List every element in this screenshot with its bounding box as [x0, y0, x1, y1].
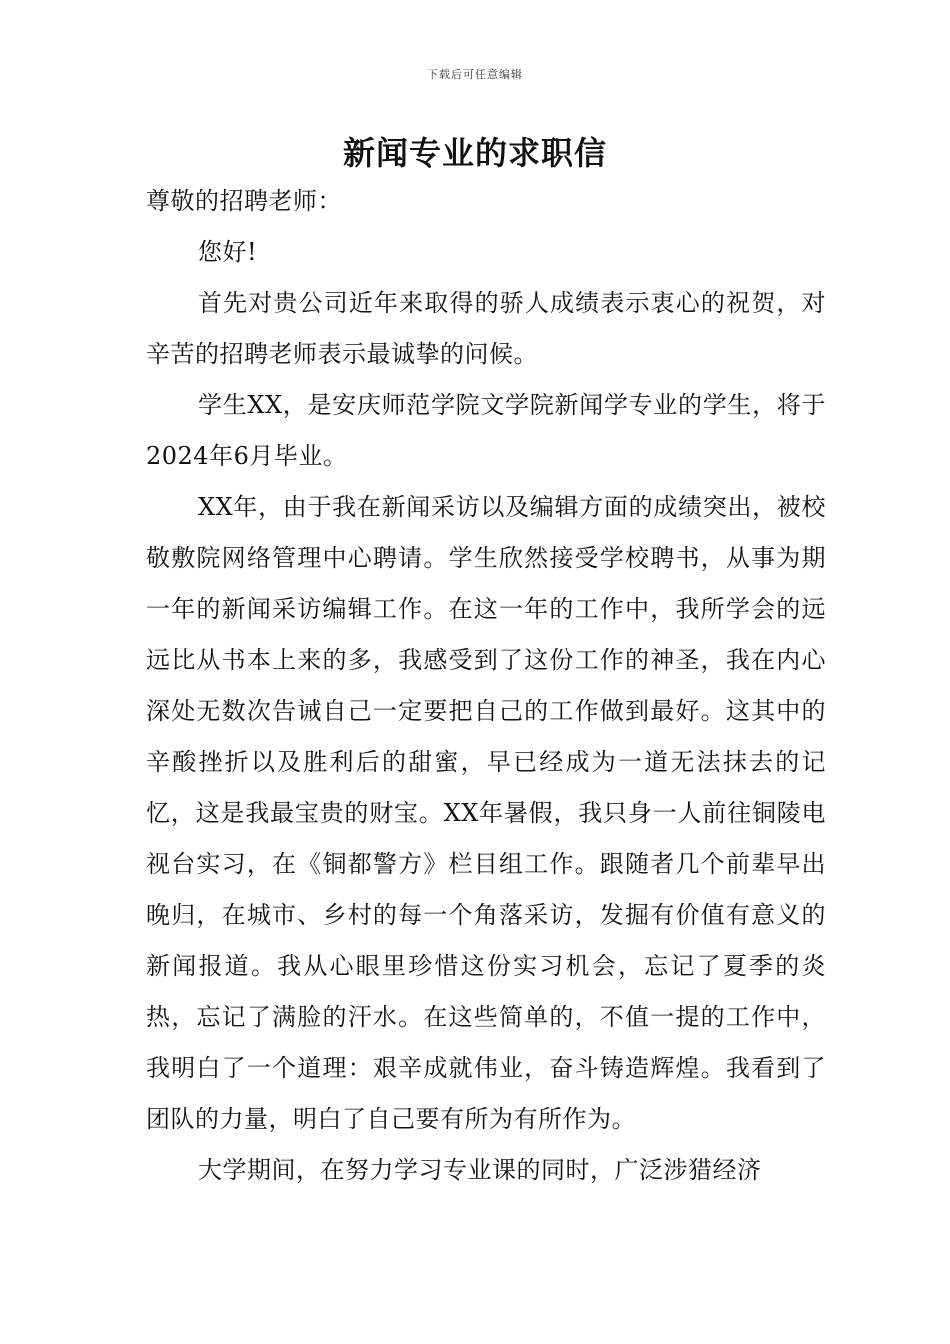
header-note: 下载后可任意编辑	[427, 68, 523, 81]
paragraph-congratulations: 首先对贵公司近年来取得的骄人成绩表示衷心的祝贺，对辛苦的招聘老师表示最诚挚的问候。	[146, 289, 826, 368]
document-title: 新闻专业的求职信	[342, 134, 607, 172]
greeting: 您好!	[198, 238, 258, 266]
letter-body	[146, 176, 826, 1196]
paragraph-introduction: 学生XX，是安庆师范学院文学院新闻学专业的学生，将于2024年6月毕业。	[146, 391, 826, 470]
paragraph-university: 大学期间，在努力学习专业课的同时，广泛涉猎经济	[198, 1156, 762, 1184]
salutation: 尊敬的招聘老师：	[146, 187, 342, 215]
paragraph-experience: XX年，由于我在新闻采访以及编辑方面的成绩突出，被校敬敷院网络管理中心聘请。学生欣然接受学校聘书，从事为期一年的新闻采访编辑工作。在这一年的工作中，我所学会的远远比从书本上来的多，我感受到了这份工作的神圣，我在内心深处无数次告诫自己一定要把自己的工作做到最好。这其中的辛酸挫折以及胜利后的甜蜜，早已经成为一道无法抹去的记忆，这是我最宝贵的财宝。XX年暑假，我只身一人前往铜陵电视台实习，在《铜都警方》栏目组工作。跟随者几个前辈早出晚归，在城市、乡村的每一个角落采访，发掘有价值有意义的新闻报道。我从心眼里珍惜这份实习机会，忘记了夏季的炎热，忘记了满脸的汗水。在这些简单的，不值一提的工作中，我明白了一个道理：艰辛成就伟业，奋斗铸造辉煌。我看到了团队的力量，明白了自己要有所为有所作为。	[146, 493, 826, 1133]
